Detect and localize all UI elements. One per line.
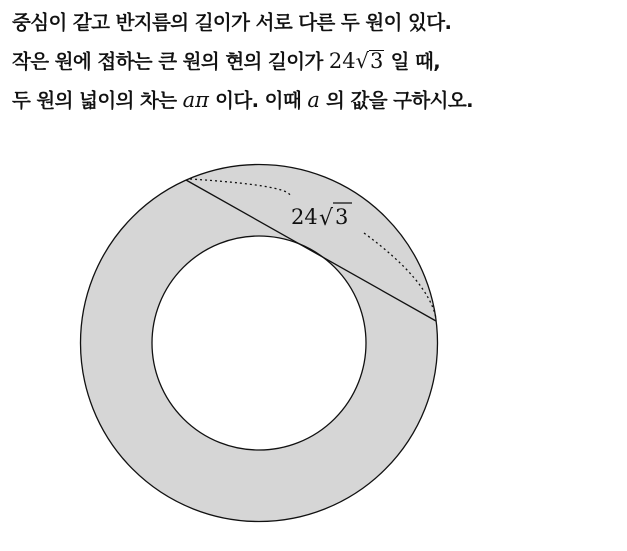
- chord-label-coefficient: 24: [291, 205, 318, 229]
- problem-line-1: [12, 4, 622, 42]
- problem-line-3-middle: 이다. 이때: [208, 89, 308, 112]
- variable-a: a: [307, 88, 320, 112]
- chord-length-coefficient: 24: [328, 49, 356, 73]
- chord-length-radicand: 3: [370, 49, 384, 73]
- problem-line-1-text: 중심이 같고 반지름의 길이가 서로 다른 두 원이 있다.: [12, 11, 452, 34]
- problem-line-2: [12, 42, 622, 81]
- problem-text: [12, 4, 622, 120]
- chord-label-sqrt-symbol: √: [319, 206, 334, 231]
- area-difference-expression: aπ: [182, 88, 209, 112]
- problem-line-2-before: 작은 원에 접하는 큰 원의 현의 길이가: [12, 50, 329, 73]
- inner-circle: [152, 236, 366, 450]
- chord-label-radicand: 3: [335, 205, 349, 229]
- problem-line-3-before: 두 원의 넓이의 차는: [12, 89, 183, 112]
- problem-line-3: [12, 81, 622, 120]
- sqrt-symbol: √: [355, 49, 370, 73]
- concentric-circles-figure: [0, 140, 627, 551]
- problem-line-3-after: 의 값을 구하시오.: [319, 89, 473, 112]
- problem-line-2-after: 일 때,: [384, 50, 441, 73]
